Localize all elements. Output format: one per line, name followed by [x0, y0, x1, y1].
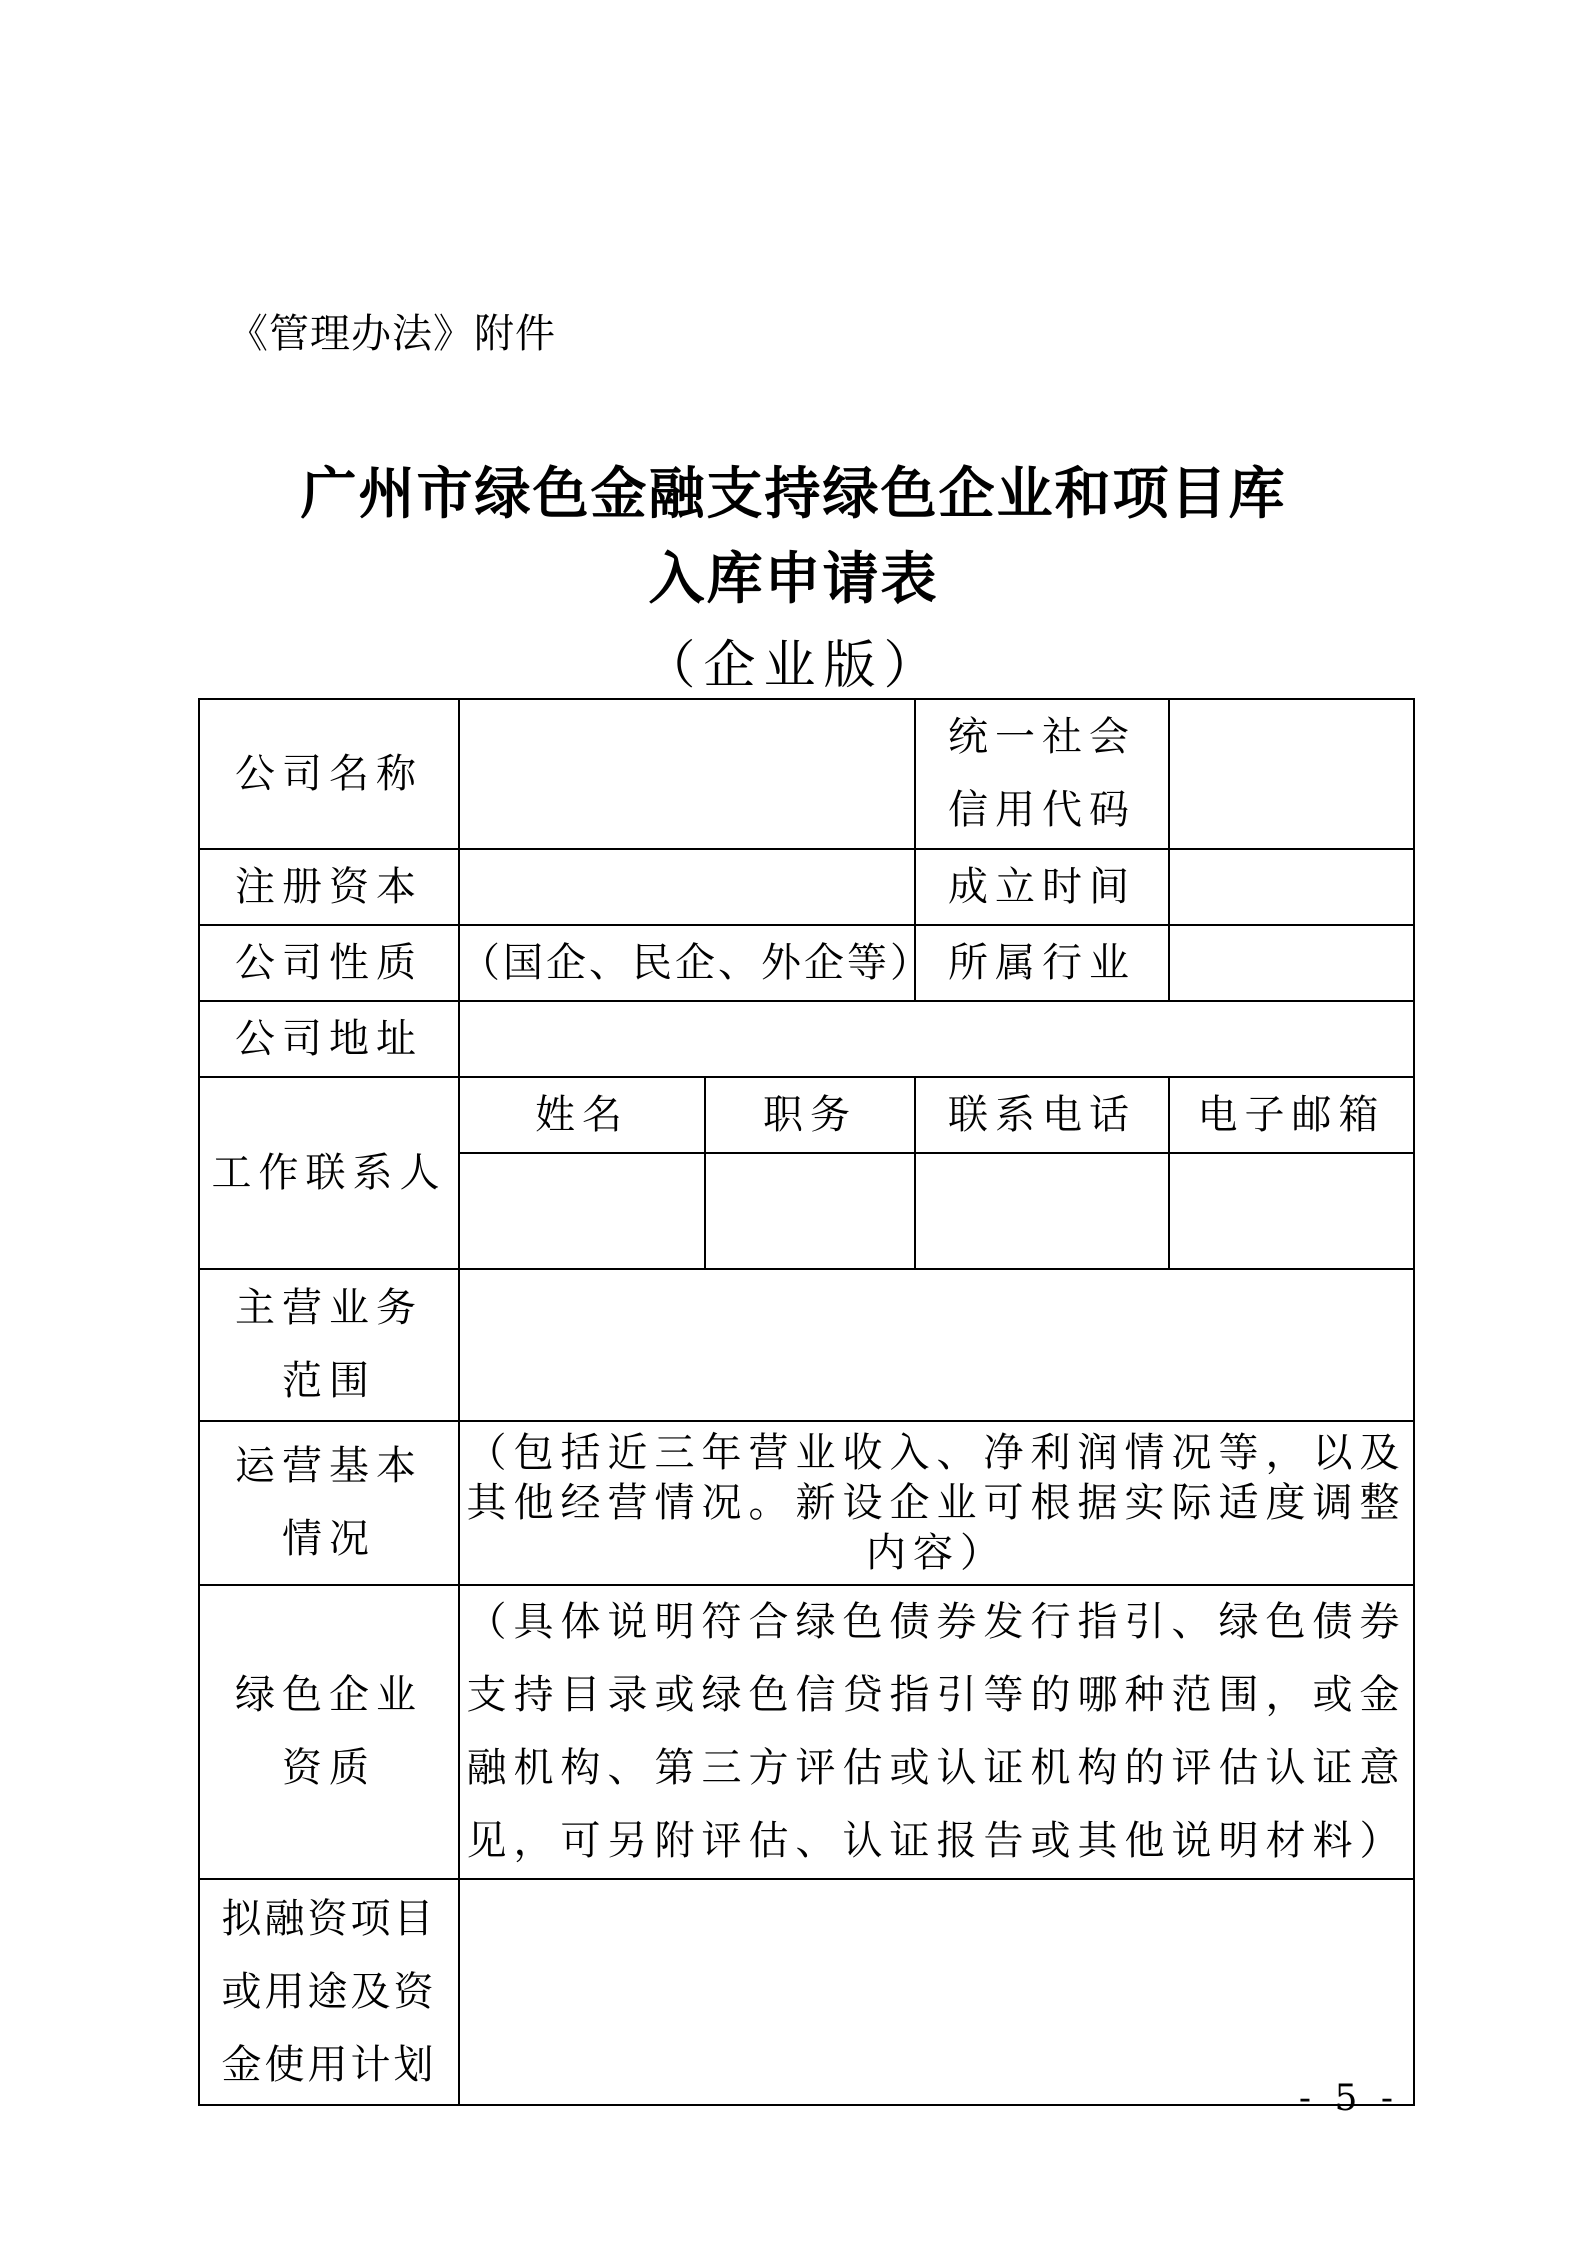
form-title-line2: 入库申请表	[648, 547, 939, 612]
page-number: - 5 -	[1298, 2078, 1399, 2119]
financing-plan-field[interactable]	[459, 1879, 1414, 2105]
attachment-label: 《管理办法》附件	[228, 311, 556, 357]
green-qualification-label-line2: 资质	[282, 1745, 376, 1791]
contact-position-field[interactable]	[705, 1153, 915, 1269]
main-business-label-line2: 范围	[282, 1358, 376, 1404]
company-address-field[interactable]	[459, 1001, 1414, 1077]
contact-phone-field[interactable]	[915, 1153, 1169, 1269]
operations-label-line1: 运营基本	[235, 1443, 423, 1489]
financing-plan-label-line3: 金使用计划	[221, 2041, 437, 2088]
company-name-label: 公司名称	[199, 699, 459, 849]
application-form-table	[198, 698, 1415, 2106]
contact-col-name: 姓名	[459, 1077, 705, 1153]
operations-field[interactable]: （包括近三年营业收入、净利润情况等，以及其他经营情况。新设企业可根据实际适度调整内容）	[459, 1421, 1414, 1585]
contact-col-phone: 联系电话	[915, 1077, 1169, 1153]
operations-label	[199, 1421, 459, 1585]
company-nature-field[interactable]: （国企、民企、外企等）	[459, 925, 915, 1001]
operations-label-line2: 情况	[282, 1516, 376, 1562]
credit-code-label-line2: 信用代码	[948, 787, 1136, 833]
registered-capital-label: 注册资本	[199, 849, 459, 925]
main-business-field[interactable]	[459, 1269, 1414, 1421]
green-qualification-label-line1: 绿色企业	[235, 1672, 423, 1718]
contact-person-label: 工作联系人	[199, 1077, 459, 1269]
financing-plan-label	[199, 1879, 459, 2105]
established-date-label: 成立时间	[915, 849, 1169, 925]
credit-code-label-line1: 统一社会	[948, 714, 1136, 760]
contact-email-field[interactable]	[1169, 1153, 1414, 1269]
financing-plan-label-line1: 拟融资项目	[221, 1895, 437, 1942]
established-date-field[interactable]	[1169, 849, 1414, 925]
contact-name-field[interactable]	[459, 1153, 705, 1269]
main-business-label-line1: 主营业务	[235, 1285, 423, 1331]
industry-field[interactable]	[1169, 925, 1414, 1001]
financing-plan-label-line2: 或用途及资	[221, 1968, 437, 2015]
main-business-label	[199, 1269, 459, 1421]
green-qualification-label	[199, 1585, 459, 1879]
company-address-label: 公司地址	[199, 1001, 459, 1077]
form-subtitle: （企业版）	[643, 636, 944, 696]
green-qualification-field[interactable]: （具体说明符合绿色债券发行指引、绿色债券支持目录或绿色信贷指引等的哪种范围，或金融机构、第三方评估或认证机构的评估认证意见，可另附评估、认证报告或其他说明材料）	[459, 1585, 1414, 1879]
company-name-field[interactable]	[459, 699, 915, 849]
contact-col-email: 电子邮箱	[1169, 1077, 1414, 1153]
credit-code-field[interactable]	[1169, 699, 1414, 849]
company-nature-label: 公司性质	[199, 925, 459, 1001]
industry-label: 所属行业	[915, 925, 1169, 1001]
registered-capital-field[interactable]	[459, 849, 915, 925]
form-title-line1: 广州市绿色金融支持绿色企业和项目库	[300, 462, 1287, 527]
contact-col-position: 职务	[705, 1077, 915, 1153]
credit-code-label	[915, 699, 1169, 849]
